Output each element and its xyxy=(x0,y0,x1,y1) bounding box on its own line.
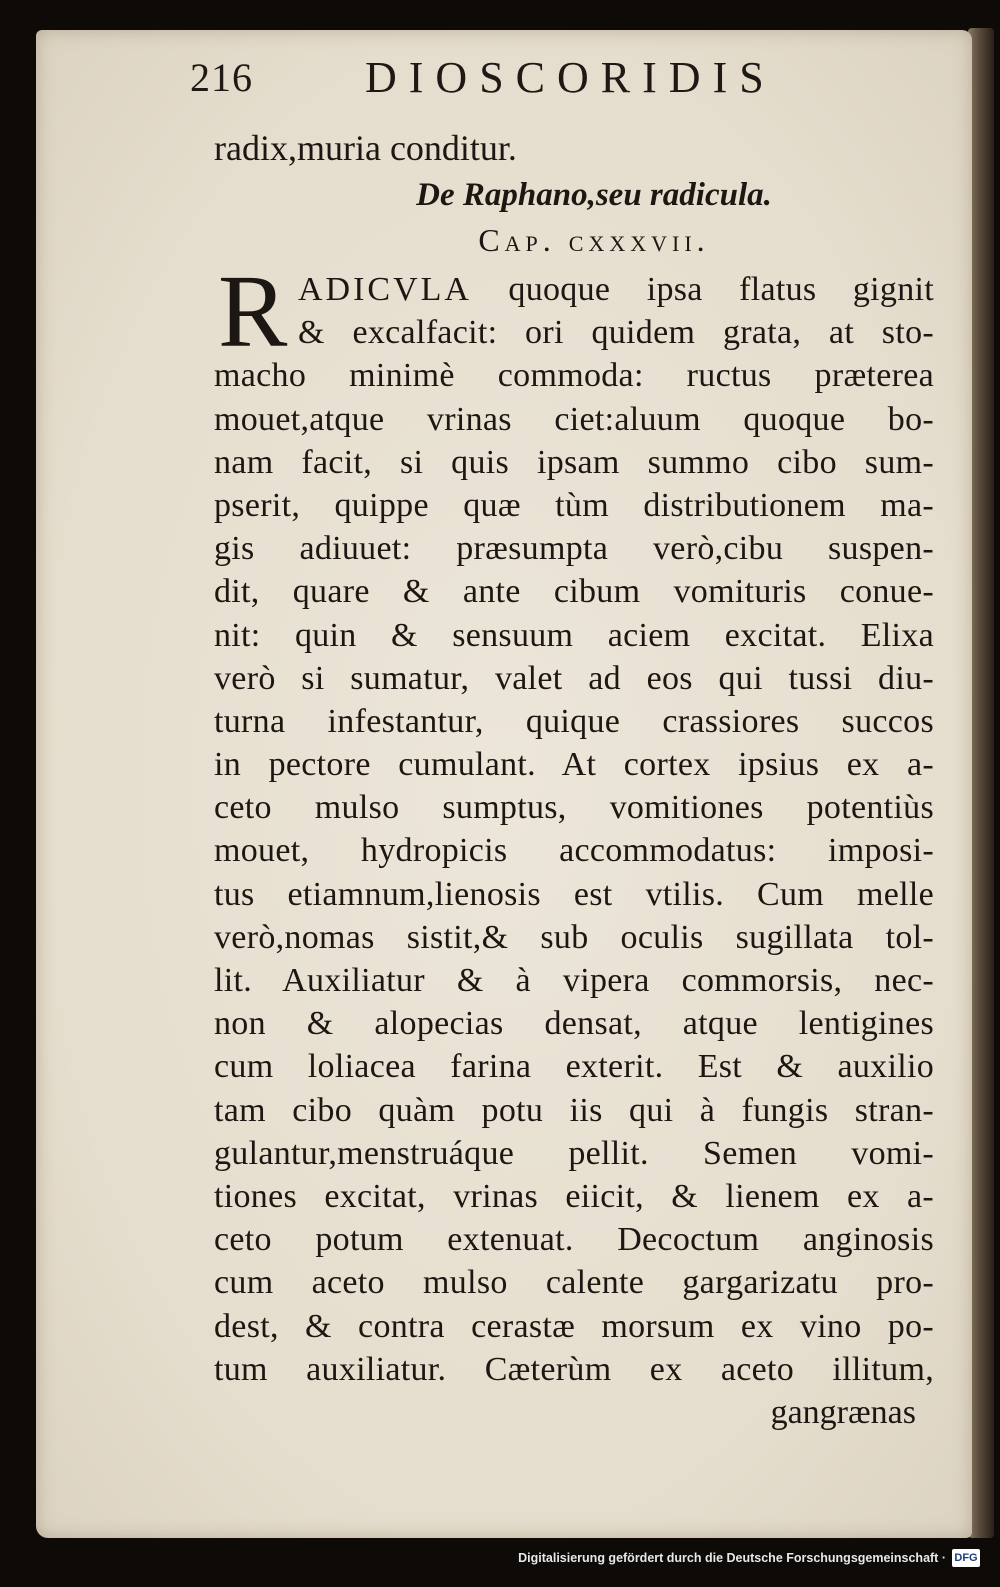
body-line: pserit, quippe quæ tùm distributionem ma- xyxy=(214,486,934,524)
body-line: & excalfacit: ori quidem grata, at sto- xyxy=(298,314,934,352)
dfg-logo-icon: DFG xyxy=(952,1549,980,1567)
drop-cap: R xyxy=(218,254,288,369)
first-line-rest: quoque ipsa flatus gignit xyxy=(508,271,934,308)
body-line: verò,nomas sistit,& sub oculis sugillata tol- xyxy=(214,918,934,956)
body-line: tam cibo quàm potu iis qui à fungis stran- xyxy=(214,1091,934,1129)
body-line: in pectore cumulant. At cortex ipsius ex a- xyxy=(214,746,934,784)
body-line: tiones excitat, vrinas eiicit, & lienem ex a- xyxy=(214,1177,934,1215)
body-line: mouet,atque vrinas ciet:aluum quoque bo- xyxy=(214,400,934,438)
catchword: gangrænas xyxy=(770,1393,916,1431)
body-line: non & alopecias densat, atque lentigines xyxy=(214,1005,934,1043)
chapter-title: De Raphano,seu radicula. xyxy=(416,177,772,213)
body-line: dest, & contra cerastæ morsum ex vino po- xyxy=(214,1307,934,1345)
page-number: 216 xyxy=(190,55,253,100)
text-block xyxy=(214,124,934,1435)
body-line xyxy=(214,268,934,311)
body-line: macho minimè commoda: ructus præterea xyxy=(214,357,934,395)
carryover-line: radix,muria conditur. xyxy=(214,128,517,168)
body-line: nam facit, si quis ipsam summo cibo sum- xyxy=(214,443,934,481)
body-line: nit: quin & sensuum aciem excitat. Elixa xyxy=(214,616,934,654)
body-line: verò si sumatur, valet ad eos qui tussi diu- xyxy=(214,659,934,697)
body-line: cum loliacea farina exterit. Est & auxilio xyxy=(214,1048,934,1086)
body-line: dit, quare & ante cibum vomituris conue- xyxy=(214,573,934,611)
incipit: ADICVLA xyxy=(298,271,472,308)
body-line: gis adiuuet: præsumpta verò,cibu suspen- xyxy=(214,530,934,568)
body-line: ceto potum extenuat. Decoctum anginosis xyxy=(214,1221,934,1259)
body-line: turna infestantur, quique crassiores succos xyxy=(214,702,934,740)
body-line: tus etiamnum,lienosis est vtilis. Cum melle xyxy=(214,875,934,913)
body-line: gulantur,menstruáque pellit. Semen vomi- xyxy=(214,1134,934,1172)
running-title: DIOSCORIDIS xyxy=(365,53,776,102)
body-line: lit. Auxiliatur & à vipera commorsis, nec- xyxy=(214,962,934,999)
running-head xyxy=(190,44,800,114)
dfg-credit: Digitalisierung gefördert durch die Deutsche Forschungsgemeinschaft · xyxy=(518,1551,946,1565)
body-line: ceto mulso sumptus, vomitiones potentiùs xyxy=(214,789,934,827)
body-line: cum aceto mulso calente gargarizatu pro- xyxy=(214,1264,934,1302)
body-line: tum auxiliatur. Cæterùm ex aceto illitum, xyxy=(214,1350,934,1388)
chapter-body xyxy=(214,254,934,1391)
body-line: mouet, hydropicis accommodatus: imposi- xyxy=(214,832,934,870)
chapter-number: Cap. cxxxvii. xyxy=(478,222,710,258)
